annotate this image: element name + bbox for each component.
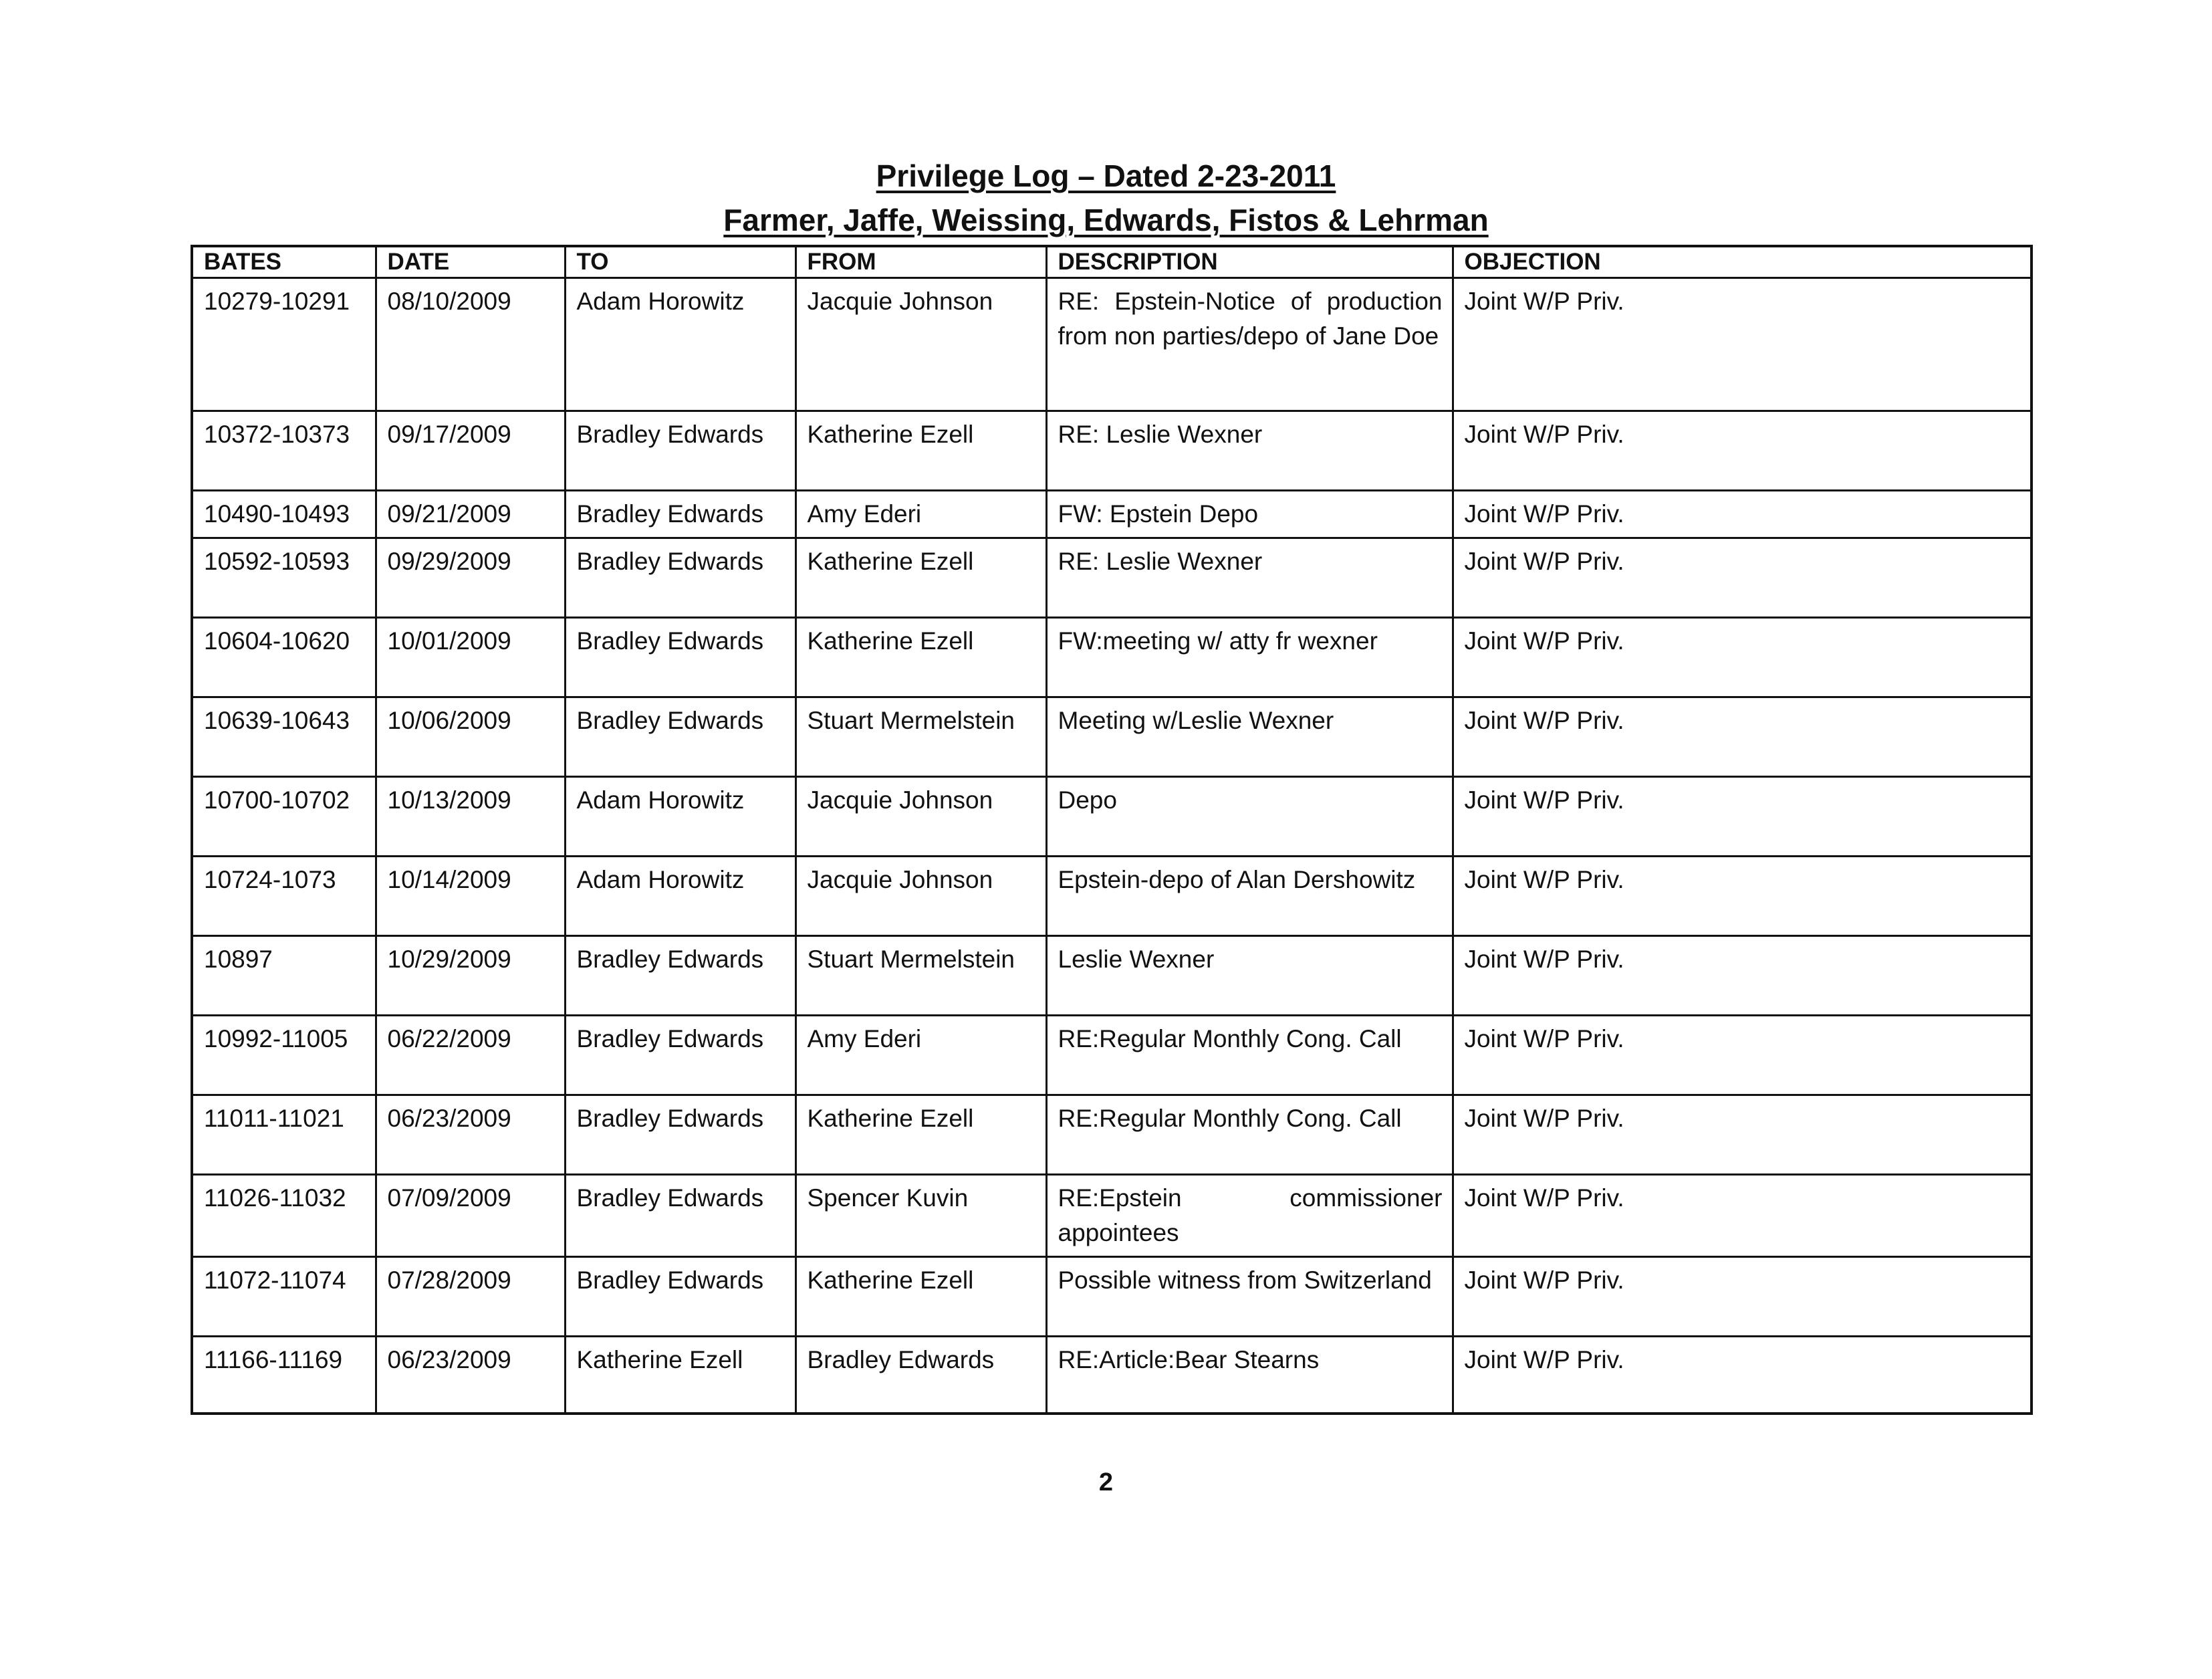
objection-cell: Joint W/P Priv.: [1453, 1337, 2032, 1414]
date-cell: 06/22/2009: [376, 1016, 565, 1095]
table-row: [192, 777, 2032, 857]
from-cell: Amy Ederi: [795, 491, 1046, 538]
objection-cell: Joint W/P Priv.: [1453, 936, 2032, 1016]
from-cell: Katherine Ezell: [795, 1257, 1046, 1337]
table-row: [192, 936, 2032, 1016]
from-cell: Katherine Ezell: [795, 411, 1046, 491]
objection-cell: Joint W/P Priv.: [1453, 1175, 2032, 1257]
description-cell: Depo: [1046, 777, 1453, 857]
objection-cell: Joint W/P Priv.: [1453, 777, 2032, 857]
description-cell: Possible witness from Switzerland: [1046, 1257, 1453, 1337]
table-row: [192, 278, 2032, 411]
privilege-log-table: [191, 245, 2033, 1415]
date-cell: 07/09/2009: [376, 1175, 565, 1257]
column-header-objection: OBJECTION: [1453, 246, 2032, 278]
to-cell: Bradley Edwards: [565, 491, 795, 538]
column-header-date: DATE: [376, 246, 565, 278]
objection-cell: Joint W/P Priv.: [1453, 278, 2032, 411]
description-cell: Epstein-depo of Alan Dershowitz: [1046, 857, 1453, 936]
date-cell: 10/01/2009: [376, 618, 565, 697]
from-cell: Katherine Ezell: [795, 1095, 1046, 1175]
bates-cell: 11072-11074: [192, 1257, 376, 1337]
column-header-from: FROM: [795, 246, 1046, 278]
date-cell: 10/14/2009: [376, 857, 565, 936]
bates-cell: 10700-10702: [192, 777, 376, 857]
column-header-bates: BATES: [192, 246, 376, 278]
description-cell: FW: Epstein Depo: [1046, 491, 1453, 538]
objection-cell: Joint W/P Priv.: [1453, 538, 2032, 618]
table-row: [192, 491, 2032, 538]
description-cell: RE:Epstein commissioner appointees: [1046, 1175, 1453, 1257]
date-cell: 06/23/2009: [376, 1337, 565, 1414]
description-cell: Meeting w/Leslie Wexner: [1046, 697, 1453, 777]
table-row: [192, 1257, 2032, 1337]
date-cell: 10/29/2009: [376, 936, 565, 1016]
page-number: 2: [1098, 1468, 1114, 1496]
to-cell: Bradley Edwards: [565, 411, 795, 491]
objection-cell: Joint W/P Priv.: [1453, 491, 2032, 538]
bates-cell: 10592-10593: [192, 538, 376, 618]
page-subtitle: Farmer, Jaffe, Weissing, Edwards, Fistos & Lehrman: [723, 203, 1489, 237]
description-cell: RE:Regular Monthly Cong. Call: [1046, 1095, 1453, 1175]
date-cell: 10/06/2009: [376, 697, 565, 777]
objection-cell: Joint W/P Priv.: [1453, 1095, 2032, 1175]
table-row: [192, 1016, 2032, 1095]
table-row: [192, 697, 2032, 777]
bates-cell: 10724-1073: [192, 857, 376, 936]
bates-cell: 10490-10493: [192, 491, 376, 538]
from-cell: Stuart Mermelstein: [795, 697, 1046, 777]
date-cell: 06/23/2009: [376, 1095, 565, 1175]
from-cell: Bradley Edwards: [795, 1337, 1046, 1414]
to-cell: Adam Horowitz: [565, 857, 795, 936]
to-cell: Adam Horowitz: [565, 777, 795, 857]
table-row: [192, 618, 2032, 697]
table-header-row: [192, 246, 2032, 278]
from-cell: Jacquie Johnson: [795, 777, 1046, 857]
date-cell: 09/29/2009: [376, 538, 565, 618]
bates-cell: 10992-11005: [192, 1016, 376, 1095]
to-cell: Bradley Edwards: [565, 1016, 795, 1095]
column-header-description: DESCRIPTION: [1046, 246, 1453, 278]
to-cell: Bradley Edwards: [565, 697, 795, 777]
to-cell: Adam Horowitz: [565, 278, 795, 411]
objection-cell: Joint W/P Priv.: [1453, 697, 2032, 777]
bates-cell: 11166-11169: [192, 1337, 376, 1414]
objection-cell: Joint W/P Priv.: [1453, 857, 2032, 936]
to-cell: Bradley Edwards: [565, 1175, 795, 1257]
bates-cell: 10897: [192, 936, 376, 1016]
date-cell: 09/21/2009: [376, 491, 565, 538]
description-cell: Leslie Wexner: [1046, 936, 1453, 1016]
table-row: [192, 538, 2032, 618]
objection-cell: Joint W/P Priv.: [1453, 1016, 2032, 1095]
to-cell: Bradley Edwards: [565, 936, 795, 1016]
description-cell: RE:Article:Bear Stearns: [1046, 1337, 1453, 1414]
description-cell: RE: Epstein-Notice of production from non parties/depo of Jane Doe: [1046, 278, 1453, 411]
table-row: [192, 857, 2032, 936]
column-header-to: TO: [565, 246, 795, 278]
from-cell: Jacquie Johnson: [795, 278, 1046, 411]
table-row: [192, 1175, 2032, 1257]
description-cell: RE: Leslie Wexner: [1046, 411, 1453, 491]
bates-cell: 10639-10643: [192, 697, 376, 777]
from-cell: Stuart Mermelstein: [795, 936, 1046, 1016]
to-cell: Katherine Ezell: [565, 1337, 795, 1414]
page-title: Privilege Log – Dated 2-23-2011: [876, 158, 1336, 193]
date-cell: 10/13/2009: [376, 777, 565, 857]
bates-cell: 10604-10620: [192, 618, 376, 697]
table-row: [192, 1337, 2032, 1414]
bates-cell: 11011-11021: [192, 1095, 376, 1175]
date-cell: 08/10/2009: [376, 278, 565, 411]
from-cell: Spencer Kuvin: [795, 1175, 1046, 1257]
description-cell: FW:meeting w/ atty fr wexner: [1046, 618, 1453, 697]
from-cell: Katherine Ezell: [795, 618, 1046, 697]
to-cell: Bradley Edwards: [565, 538, 795, 618]
description-cell: RE:Regular Monthly Cong. Call: [1046, 1016, 1453, 1095]
from-cell: Amy Ederi: [795, 1016, 1046, 1095]
to-cell: Bradley Edwards: [565, 618, 795, 697]
from-cell: Jacquie Johnson: [795, 857, 1046, 936]
objection-cell: Joint W/P Priv.: [1453, 411, 2032, 491]
bates-cell: 10372-10373: [192, 411, 376, 491]
to-cell: Bradley Edwards: [565, 1257, 795, 1337]
from-cell: Katherine Ezell: [795, 538, 1046, 618]
description-cell: RE: Leslie Wexner: [1046, 538, 1453, 618]
to-cell: Bradley Edwards: [565, 1095, 795, 1175]
table-row: [192, 1095, 2032, 1175]
table-row: [192, 411, 2032, 491]
bates-cell: 10279-10291: [192, 278, 376, 411]
date-cell: 07/28/2009: [376, 1257, 565, 1337]
date-cell: 09/17/2009: [376, 411, 565, 491]
objection-cell: Joint W/P Priv.: [1453, 618, 2032, 697]
objection-cell: Joint W/P Priv.: [1453, 1257, 2032, 1337]
bates-cell: 11026-11032: [192, 1175, 376, 1257]
